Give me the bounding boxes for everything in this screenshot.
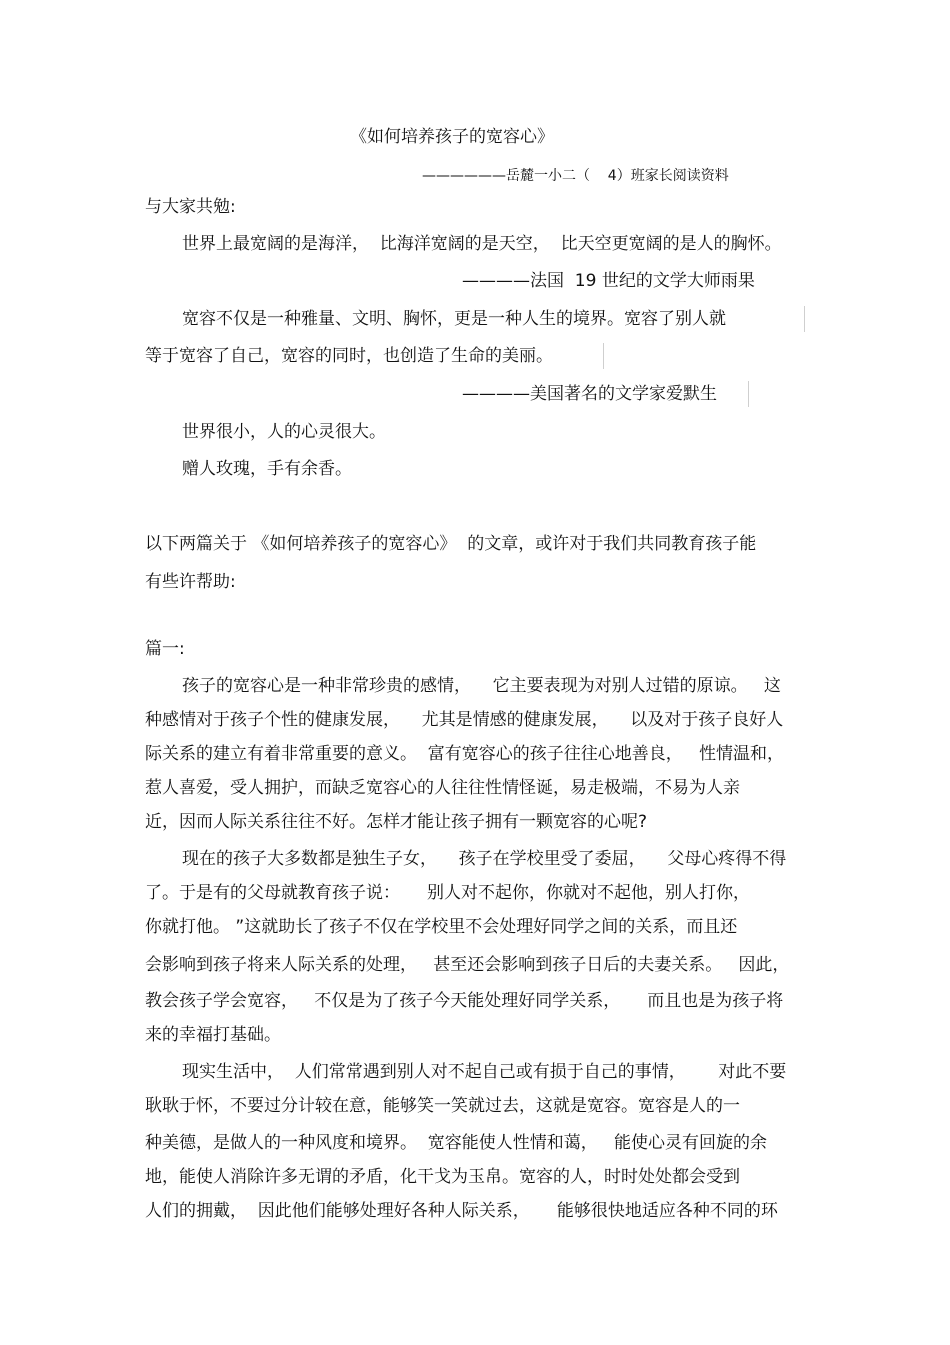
body-line: 种美德，是做人的一种风度和境界。 宽容能使人性情和蔼， 能使心灵有回旋的余 bbox=[145, 1133, 768, 1153]
section-label: 篇一: bbox=[145, 639, 185, 659]
saying: 赠人玫瑰，手有余香。 bbox=[182, 459, 352, 479]
body-line: 现实生活中， 人们常常遇到别人对不起自己或有损于自己的事情， 对此不要 bbox=[182, 1062, 787, 1082]
quote-line: 等于宽容了自己，宽容的同时，也创造了生命的美丽。 bbox=[145, 346, 553, 366]
body-line: 现在的孩子大多数都是独生子女， 孩子在学校里受了委屈， 父母心疼得不得 bbox=[182, 849, 787, 869]
body-line: 惹人喜爱，受人拥护，而缺乏宽容心的人往往性情怪诞，易走极端，不易为人亲 bbox=[145, 778, 740, 798]
body-line: 了。于是有的父母就教育孩子说： 别人对不起你，你就对不起他，别人打你， bbox=[145, 883, 751, 903]
body-line: 际关系的建立有着非常重要的意义。 富有宽容心的孩子往往心地善良， 性情温和， bbox=[145, 744, 785, 764]
margin-mark bbox=[603, 343, 604, 369]
margin-mark bbox=[804, 306, 805, 332]
body-line: 会影响到孩子将来人际关系的处理， 甚至还会影响到孩子日后的夫妻关系。 因此， bbox=[145, 955, 790, 975]
body-line: 教会孩子学会宽容， 不仅是为了孩子今天能处理好同学关系， 而且也是为孩子将 bbox=[145, 991, 784, 1011]
body-line: 你就打他。 ”这就助长了孩子不仅在学校里不会处理好同学之间的关系，而且还 bbox=[145, 917, 738, 937]
body-line: 来的幸福打基础。 bbox=[145, 1025, 281, 1045]
body-line: 种感情对于孩子个性的健康发展， 尤其是情感的健康发展， 以及对于孩子良好人 bbox=[145, 710, 784, 730]
lead-in-line: 以下两篇关于 《如何培养孩子的宽容心》 的文章，或许对于我们共同教育孩子能 bbox=[145, 534, 757, 554]
body-line: 近，因而人际关系往往不好。怎样才能让孩子拥有一颗宽容的心呢? bbox=[145, 812, 648, 832]
body-line: 孩子的宽容心是一种非常珍贵的感情， 它主要表现为对别人过错的原谅。 这 bbox=[182, 676, 781, 696]
quote-line: 宽容不仅是一种雅量、文明、胸怀，更是一种人生的境界。宽容了别人就 bbox=[182, 309, 726, 329]
margin-mark bbox=[748, 381, 749, 407]
quote-line: 世界上最宽阔的是海洋， 比海洋宽阔的是天空， 比天空更宽阔的是人的胸怀。 bbox=[182, 234, 782, 254]
saying: 世界很小，人的心灵很大。 bbox=[182, 422, 386, 442]
lead-in-line: 有些许帮助: bbox=[145, 572, 236, 592]
intro-heading: 与大家共勉: bbox=[145, 197, 236, 217]
body-line: 人们的拥戴， 因此他们能够处理好各种人际关系， 能够很快地适应各种不同的环 bbox=[145, 1201, 778, 1221]
subtitle: ——————岳麓一小二（ 4）班家长阅读资料 bbox=[422, 168, 729, 184]
page-title: 《如何培养孩子的宽容心》 bbox=[350, 127, 554, 147]
body-line: 地，能使人消除许多无谓的矛盾，化干戈为玉帛。宽容的人，时时处处都会受到 bbox=[145, 1167, 740, 1187]
quote-attribution: ————美国著名的文学家爱默生 bbox=[462, 384, 717, 404]
body-line: 耿耿于怀，不要过分计较在意，能够笑一笑就过去，这就是宽容。宽容是人的一 bbox=[145, 1096, 740, 1116]
quote-attribution: ————法国 19 世纪的文学大师雨果 bbox=[462, 271, 755, 291]
